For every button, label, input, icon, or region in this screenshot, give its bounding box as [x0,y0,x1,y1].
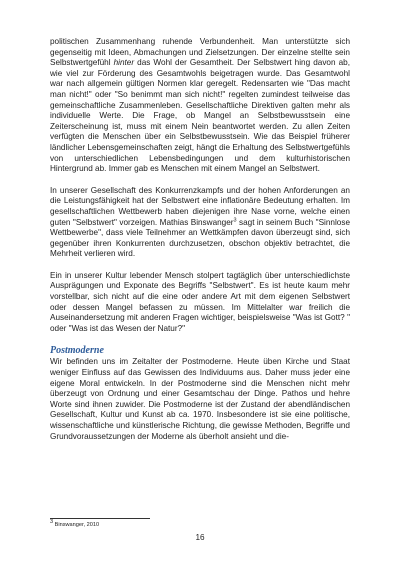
section-heading: Postmoderne [50,345,104,357]
paragraph-1-text-a: politischen Zusammenhang ruhende Verbundenheit. Man unterstützte sich gegenseitig mit Ideen, Abmachungen und Zielsetzungen. Der einzelne stellte sein Selbstwertgefühl [50,37,350,68]
page-number: 16 [195,533,205,542]
paragraph-2-text-b: sagt in seinem Buch "Sinnlose Wettbewerbe", dass viele Teilnehmer an Wettkämpfen davon überzeugt sind, sich gegenüber ihren Konkurrenten durchzusetzen, obschon objektiv betrachtet, die Mehrheit verlieren wird. [50,217,350,259]
footnote-reference[interactable]: 3 [233,216,237,223]
page-body [50,37,350,453]
footnote-text: Binswanger, 2010 [53,522,100,528]
paragraph-1 [50,37,350,175]
paragraph-3: Ein in unserer Kultur lebender Mensch stolpert tagtäglich über unterschiedlichste Ausprägungen und Exponate des Begriffs "Selbstwert". Es ist heute kaum mehr vorstellbar, sich nicht auf die eine oder andere Art mit dem eigenen Selbstwert oder dessen Mangel befassen zu müssen. Im Mittelalter war freilich die Auseinandersetzung mit anderen Fragen wichtiger, beispielsweise "Was ist Gott? " oder "Was ist das Wesen der Natur?" [50,270,350,333]
paragraph-1-text-b: das Wohl der Gesamtheit. Der Selbstwert hing davon ab, wie viel zur Förderung des Gesamtwohls beigetragen wurde. Das Gesamtwohl war nach allgemein gültigen Normen klar geregelt. Redensarten wie "Das macht man nicht!" oder "So benimmt man sich nicht!" regelten zumindest teilweise das gemeinschaftliche Zusammenleben. Gesellschaftliche Direktiven galten mehr als individuelle Werte. Die Frage, ob Mangel an Selbstbewusstsein eine Zeiterscheinung ist, muss mit einem Nein beantwortet werden. Zu allen Zeiten verfügten die Menschen über ein Selbstbewusstsein. Wie das Beispiel früherer ländlicher Lebensgemeinschaften zeigt, hängt die Erhaltung des Selbstwertgefühls von unterschiedlichen Lebensbedingungen und dem kulturhistorischen Hintergrund ab. Immer gab es Menschen mit einem Mangel an Selbstwert. [50,58,350,174]
paragraph-2 [50,186,350,260]
footnote-divider [50,518,150,519]
paragraph-4: Wir befinden uns im Zeitalter der Postmoderne. Heute üben Kirche und Staat weniger Einfluss auf das Gewissen des Individuums aus. Daher muss jeder eine eigene Moral entwickeln. In der Postmoderne sind die Menschen nicht mehr überzeugt von Ordnung und einer Gesamtschau der Dinge. Pathos und hehre Worte sind ihnen zuwider. Die Postmoderne ist der Zustand der abendländischen Gesellschaft, Kultur und Kunst ab ca. 1970. Insbesondere ist sie eine politische, wissenschaftliche und künstlerische Richtung, die gewisse Methoden, Begriffe und Grundvoraussetzungen der Moderne als überholt ansieht und die- [50,357,350,441]
footnote-mark: 3 [50,519,54,526]
paragraph-2-text-a: In unserer Gesellschaft des Konkurrenzkampfs und der hohen Anforderungen an die Leistungsfähigkeit hat der Selbstwert eine inflationäre Bedeutung erhalten. Im gesellschaftlichen Wettbewerb haben diejenigen ihre Nase vorne, welche einen guten "Selbstwert" vorzeigen. Mathias Binswanger [50,185,350,227]
paragraph-1-emphasis: hinter [113,58,135,68]
footnote [50,519,100,528]
